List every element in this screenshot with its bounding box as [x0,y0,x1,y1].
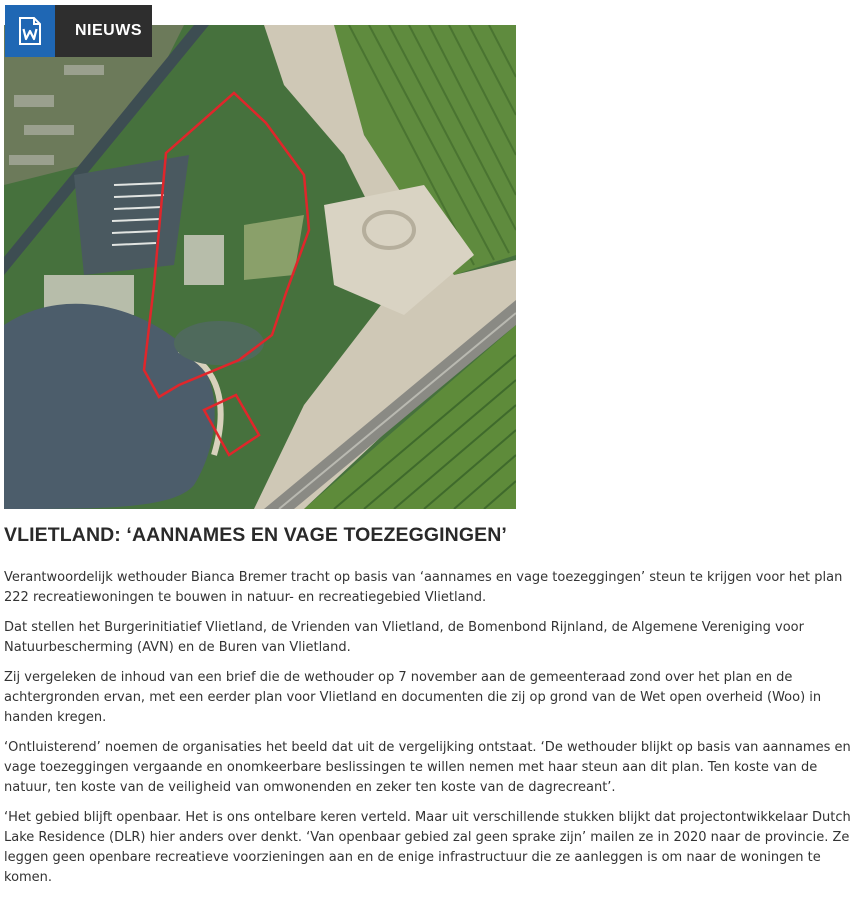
paragraph: ‘Ontluisterend’ noemen de organisaties het beeld dat uit de vergelijking ontstaat. ‘De wethouder blijkt op basis van aannames en vage toezeggingen vergaande en onomkeerbare beslissingen te willen nemen met haar steun aan dit plan. Ten koste van de natuur, ten koste van de veiligheid van omwonenden en zeker ten koste van de dagrecreant’. [4,740,851,795]
paragraph: Verantwoordelijk wethouder Bianca Bremer tracht op basis van ‘aannames en vage toezeggingen’ steun te krijgen voor het plan 222 recreatiewoningen te bouwen in natuur- en recreatiegebied Vlietland. [4,570,843,605]
article-title: VLIETLAND: ‘AANNAMES EN VAGE TOEZEGGINGEN’ [4,524,507,546]
w-document-icon [5,5,55,57]
hero-aerial-image [4,25,516,509]
category-label: NIEUWS [55,5,152,57]
paragraph: ‘Het gebied blijft openbaar. Het is ons ontelbare keren verteld. Maar uit verschillende stukken blijkt dat projectontwikkelaar Dutch Lake Residence (DLR) hier anders over denkt. ‘Van openbaar gebied zal geen sprake zijn’ mailen ze in 2020 naar de provincie. Ze leggen geen openbare recreatieve voorzieningen aan en de enige infrastructuur die ze aanleggen is om naar de woningen te komen. [4,810,851,885]
aerial-map-photo [4,25,516,509]
article-body [4,568,864,898]
news-badge [5,5,152,57]
paragraph: Dat stellen het Burgerinitiatief Vlietland, de Vrienden van Vlietland, de Bomenbond Rijnland, de Algemene Vereniging voor Natuurbescherming (AVN) en de Buren van Vlietland. [4,620,804,655]
paragraph: Zij vergeleken de inhoud van een brief die de wethouder op 7 november aan de gemeenteraad zond over het plan en de achtergronden ervan, met een eerder plan voor Vlietland en documenten die zij op grond van de Wet open overheid (Woo) in handen kregen. [4,670,822,725]
